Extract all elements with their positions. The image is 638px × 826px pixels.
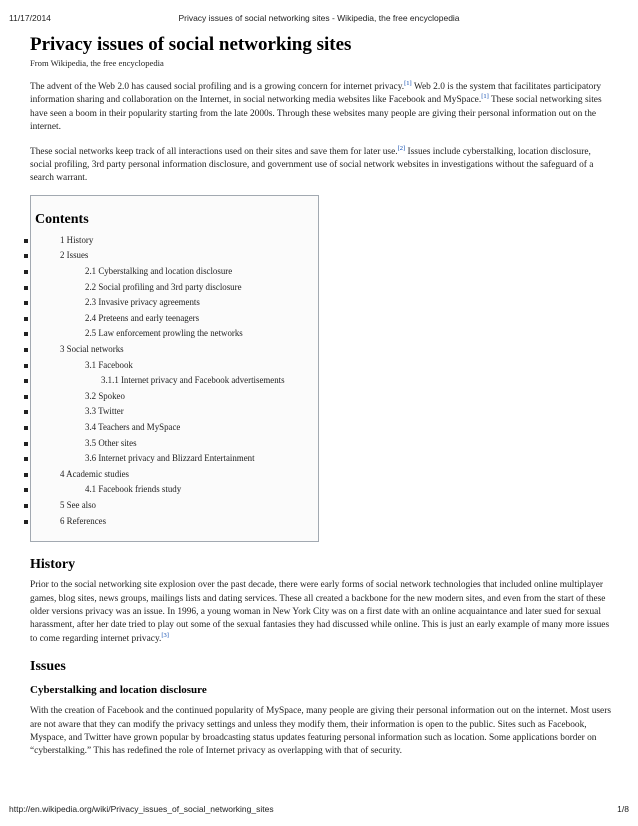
reference-link[interactable]: [3] — [161, 631, 169, 639]
toc-item[interactable]: 3 Social networks — [35, 342, 318, 358]
table-of-contents — [30, 195, 319, 542]
toc-item[interactable]: 2.4 Preteens and early teenagers — [35, 311, 318, 327]
toc-item[interactable]: 4 Academic studies — [35, 467, 318, 483]
toc-item[interactable]: 3.4 Teachers and MySpace — [35, 420, 318, 436]
article-content — [30, 34, 612, 759]
cyberstalking-paragraph: With the creation of Facebook and the continued popularity of MySpace, many people are giving their personal information out on the internet. Most users are not aware that they can modify the privacy settings and unless they modify them, their information is open to the public. Sites such as Facebook, Myspace, and Twitter have grown popular by broadcasting status updates featuring personal information such as location. Some applications border on “cyberstalking.” This has redefined the role of Internet privacy as overlapping with that of security. — [30, 706, 611, 757]
section-heading-issues: Issues — [30, 659, 66, 675]
intro-paragraph: These social networks keep track of all interactions used on their sites and save them for later use.[2] Issues include cyberstalking, location disclosure, social profiling, 3rd party personal information disclosure, and government use of social network websites in investigations without the safeguard of a search warrant. — [30, 144, 594, 184]
reference-link[interactable]: [1] — [404, 79, 412, 87]
subsection-heading-cyberstalking: Cyberstalking and location disclosure — [30, 684, 207, 697]
print-date: 11/17/2014 — [9, 13, 51, 23]
print-page-title: Privacy issues of social networking sites - Wikipedia, the free encyclopedia — [178, 13, 460, 23]
toc-title: Contents — [35, 211, 89, 227]
toc-item[interactable]: 4.1 Facebook friends study — [35, 482, 318, 498]
page-url: http://en.wikipedia.org/wiki/Privacy_issues_of_social_networking_sites — [9, 804, 274, 814]
toc-item[interactable]: 3.2 Spokeo — [35, 389, 318, 405]
toc-item[interactable]: 6 References — [35, 514, 318, 530]
toc-item[interactable]: 3.5 Other sites — [35, 436, 318, 452]
toc-list — [35, 233, 318, 529]
reference-link[interactable]: [2] — [397, 144, 406, 152]
history-paragraph: Prior to the social networking site explosion over the past decade, there were early forms of social network technologies that included online multiplayer games, blog sites, news groups, mailings lists and dating services. These all created a backbone for the new modern sites, and even from the start of these older versions privacy was an issue. In 1996, a young woman in New York City was on a first date with an online acquaintance and later sued for sexual harassment, after her date tried to play out some of the sexual fantasies they had discussed while online. This is just an early example of many more issues to come regarding internet privacy.[3] — [30, 580, 610, 644]
site-tagline: From Wikipedia, the free encyclopedia — [30, 58, 164, 68]
intro-paragraph: The advent of the Web 2.0 has caused social profiling and is a growing concern for internet privacy.[1] Web 2.0 is the system that facilitates participatory information sharing and collaboration on the Internet, in social networking media websites like Facebook and MySpace.[1] These social networking sites have seen a boom in their popularity starting from the late 2000s. Through these websites many people are giving their personal information out on the internet. — [30, 79, 602, 133]
toc-item[interactable]: 2 Issues — [35, 248, 318, 264]
toc-item[interactable]: 3.1.1 Internet privacy and Facebook advertisements — [35, 373, 318, 389]
reference-link[interactable]: [1] — [481, 93, 489, 101]
toc-item[interactable]: 3.1 Facebook — [35, 358, 318, 374]
toc-item[interactable]: 2.2 Social profiling and 3rd party disclosure — [35, 280, 318, 296]
page-number: 1/8 — [617, 804, 629, 814]
print-footer — [9, 804, 629, 814]
toc-item[interactable]: 5 See also — [35, 498, 318, 514]
toc-item[interactable]: 2.1 Cyberstalking and location disclosure — [35, 264, 318, 280]
toc-item[interactable]: 1 History — [35, 233, 318, 249]
section-heading-history: History — [30, 557, 76, 573]
print-header — [9, 13, 629, 23]
page-title: Privacy issues of social networking sites — [30, 34, 352, 55]
toc-item[interactable]: 3.6 Internet privacy and Blizzard Entertainment — [35, 451, 318, 467]
toc-item[interactable]: 2.3 Invasive privacy agreements — [35, 295, 318, 311]
toc-item[interactable]: 3.3 Twitter — [35, 404, 318, 420]
toc-item[interactable]: 2.5 Law enforcement prowling the networks — [35, 326, 318, 342]
